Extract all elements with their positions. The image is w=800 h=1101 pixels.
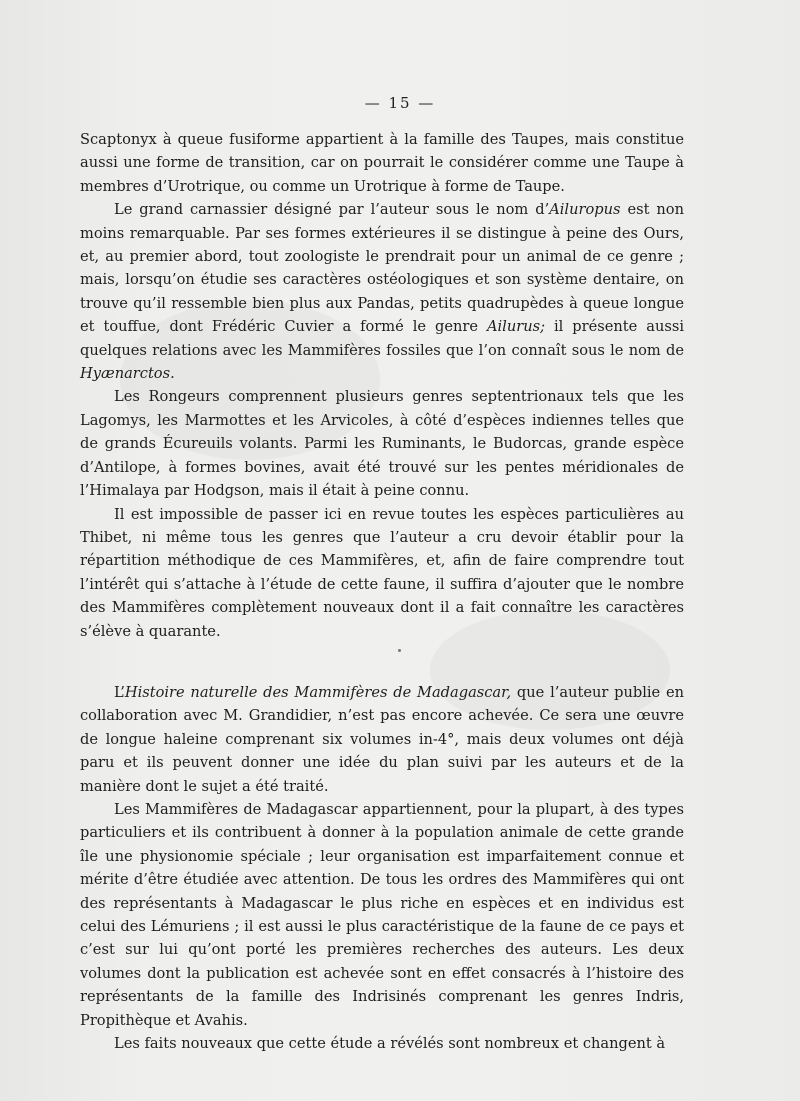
- paragraph: [80, 385, 684, 502]
- text-run: que l’auteur publie en collaboration avec M. Grandidier, n’est pas encore achevée. Ce sera une œuvre de longue haleine comprenant six volumes in-4°, mais deux volumes ont déjà paru et ils peuvent donner une idée du plan suivi par les auteurs et de la manière dont le sujet a été traité.: [80, 683, 684, 795]
- paragraph: [80, 1032, 684, 1055]
- body-text: [80, 128, 684, 1055]
- text-run: il présente aussi quelques relations avec les Mammifères fossiles que l’on connaît sous le nom de: [80, 318, 684, 359]
- section-separator: [80, 645, 684, 655]
- italic-run: Ailurus;: [486, 318, 546, 336]
- paragraph: [80, 503, 684, 643]
- paragraph: [80, 798, 684, 1032]
- text-run: L’: [114, 683, 125, 701]
- paragraph: [80, 198, 684, 385]
- text-run: est non moins remarquable. Par ses formes extérieures il se distingue à peine des Ours, et, au premier abord, tout zoologiste le prendrait pour un animal de ce genre ; mais, lorsqu’on étudie ses caractères ostéologiques et son système dentaire, on trouve qu’il ressemble bien plus aux Pandas, petits quadrupèdes à queue longue et touffue, dont Frédéric Cuvier a formé le genre: [80, 201, 684, 336]
- separator-dot: [398, 649, 401, 652]
- paragraph: [80, 128, 684, 198]
- text-run: Les Rongeurs comprennent plusieurs genres septentrionaux tels que les Lagomys, les Marmottes et les Arvicoles, à côté d’espèces indiennes telles que de grands Écureuils volants. Parmi les Ruminants, le Budorcas, grande espèce d’Antilope, à formes bovines, avait été trouvé sur les pentes méridionales de l’Himalaya par Hodgson, mais il était à peine connu.: [80, 388, 684, 500]
- text-run: Il est impossible de passer ici en revue toutes les espèces particulières au Thibet, ni même tous les genres que l’auteur a cru devoir établir pour la répartition méthodique de ces Mammifères, et, afin de faire comprendre tout l’intérêt qui s’attache à l’étude de cette faune, il suffira d’ajouter que le nombre des Mammifères complètement nouveaux dont il a fait connaître les caractères s’élève à quarante.: [80, 505, 684, 640]
- italic-run: Ailuropus: [549, 201, 621, 219]
- page-number: — 15 —: [364, 94, 436, 112]
- text-run: Scaptonyx à queue fusiforme appartient à la famille des Taupes, mais constitue aussi une forme de transition, car on pourrait le considérer comme une Taupe à membres d’Urotrique, ou comme un Urotrique à forme de Taupe.: [80, 131, 684, 195]
- text-run: Le grand carnassier désigné par l’auteur sous le nom d’: [114, 201, 550, 219]
- text-run: Les faits nouveaux que cette étude a révélés sont nombreux et changent à: [114, 1035, 666, 1053]
- italic-run: Histoire naturelle des Mammifères de Madagascar,: [124, 683, 512, 701]
- text-run: Les Mammifères de Madagascar appartiennent, pour la plupart, à des types particuliers et ils contribuent à donner à la population animale de cette grande île une physionomie spéciale ; leur organisation est imparfaitement connue et mérite d’être étudiée avec attention. De tous les ordres des Mammifères qui ont des représentants à Madagascar le plus riche en espèces et en individus est celui des Lémuriens ; il est aussi le plus caractéristique de la faune de ce pays et c’est sur lui qu’ont porté les premières recherches des auteurs. Les deux volumes dont la publication est achevée sont en effet consacrés à l’histoire des représentants de la famille des Indrisinés comprenant les genres Indris, Propithèque et Avahis.: [80, 800, 684, 1029]
- paragraph: [80, 681, 684, 798]
- italic-run: Hyænarctos.: [80, 365, 175, 383]
